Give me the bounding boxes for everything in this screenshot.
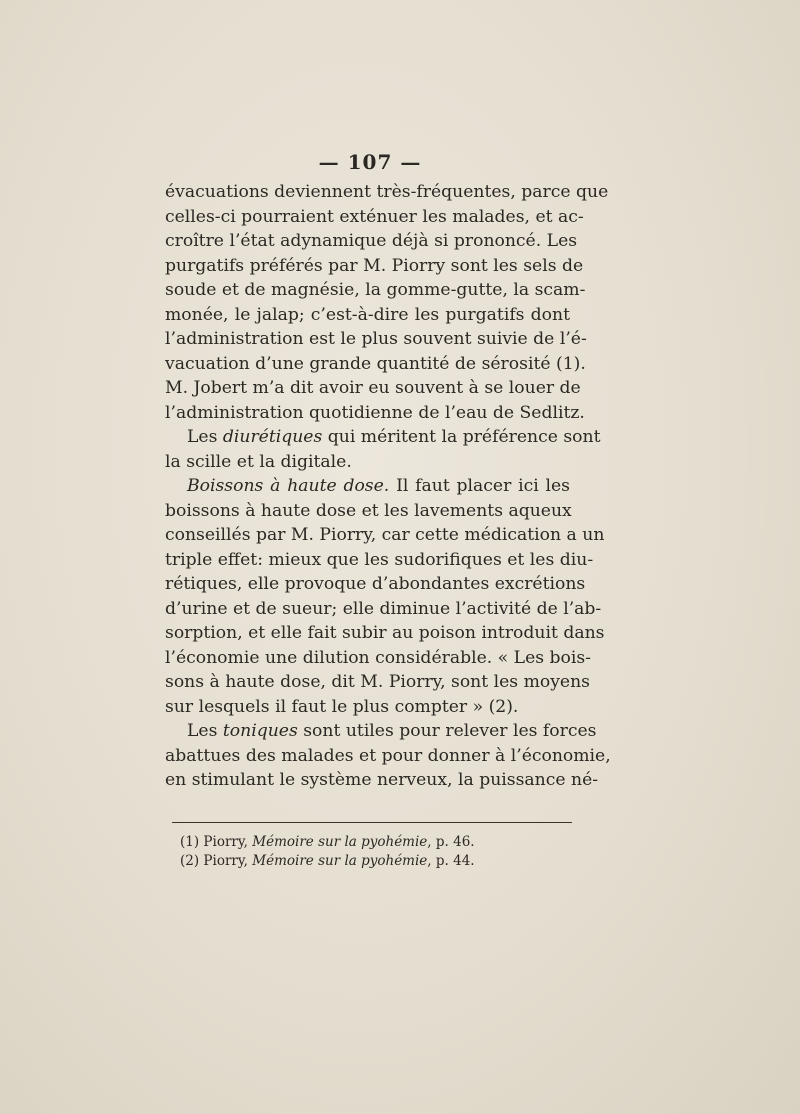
body-text xyxy=(165,180,611,793)
page-number: — 107 — xyxy=(318,150,422,174)
text-run: (1) Piorry, xyxy=(180,834,253,850)
text-line: l’économie une dilution considérable. « Les bois- xyxy=(165,647,591,668)
text-line: croître l’état adynamique déjà si prononcé. Les xyxy=(165,231,578,251)
text-line: conseillés par M. Piorry, car cette médication a un xyxy=(165,525,605,545)
text-line: l’administration est le plus souvent suivie de l’é- xyxy=(165,329,587,349)
text-run: Les xyxy=(187,427,223,447)
text-line: M. Jobert m’a dit avoir eu souvent à se louer de xyxy=(165,378,581,398)
footnote-2 xyxy=(180,852,560,871)
text-run: , p. 46. xyxy=(427,834,475,850)
text-run: (2) Piorry, xyxy=(180,853,253,869)
text-line: sorption, et elle fait subir au poison introduit dans xyxy=(165,623,605,643)
text-line: sons à haute dose, dit M. Piorry, sont les moyens xyxy=(165,672,590,692)
text-line: l’administration quotidienne de l’eau de Sedlitz. xyxy=(165,402,585,423)
italic-title: Mémoire sur la pyohémie xyxy=(252,853,428,869)
text-line: évacuations deviennent très-fréquentes, parce que xyxy=(165,182,609,202)
text-line: abattues des malades et pour donner à l’économie, xyxy=(165,745,611,766)
text-line: vacuation d’une grande quantité de sérosité (1). xyxy=(165,353,586,374)
text-line: rétiques, elle provoque d’abondantes excrétions xyxy=(165,574,586,594)
paragraph-boissons-first-line xyxy=(165,474,570,499)
text-line: boissons à haute dose et les lavements aqueux xyxy=(165,500,572,521)
text-run: Il faut placer ici les xyxy=(389,476,570,496)
paragraph-toniques-first-line xyxy=(165,719,597,744)
footnote-divider xyxy=(172,822,572,823)
text-run: Les xyxy=(187,721,223,741)
text-run: qui méritent la préférence sont xyxy=(322,427,601,447)
text-line: celles-ci pourraient exténuer les malades, et ac- xyxy=(165,206,584,227)
italic-term: toniques xyxy=(222,721,298,741)
paragraph-diuretiques-first-line xyxy=(165,425,601,450)
italic-heading: Boissons à haute dose. xyxy=(187,476,390,496)
italic-term: diurétiques xyxy=(222,427,323,447)
text-line: la scille et la digitale. xyxy=(165,451,352,472)
text-line: triple effet: mieux que les sudorifiques et les diu- xyxy=(165,549,594,570)
text-line: en stimulant le système nerveux, la puissance né- xyxy=(165,770,599,790)
text-run: sont utiles pour relever les forces xyxy=(297,721,597,741)
text-line: sur lesquels il faut le plus compter » (2). xyxy=(165,696,519,717)
text-line: soude et de magnésie, la gomme-gutte, la scam- xyxy=(165,280,586,300)
text-line: d’urine et de sueur; elle diminue l’activité de l’ab- xyxy=(165,598,602,619)
text-run: , p. 44. xyxy=(427,853,475,869)
text-line: purgatifs préférés par M. Piorry sont les sels de xyxy=(165,255,584,276)
footnote-1 xyxy=(180,833,560,852)
text-line: monée, le jalap; c’est-à-dire les purgatifs dont xyxy=(165,304,570,325)
italic-title: Mémoire sur la pyohémie xyxy=(252,834,428,850)
footnotes xyxy=(180,833,560,871)
